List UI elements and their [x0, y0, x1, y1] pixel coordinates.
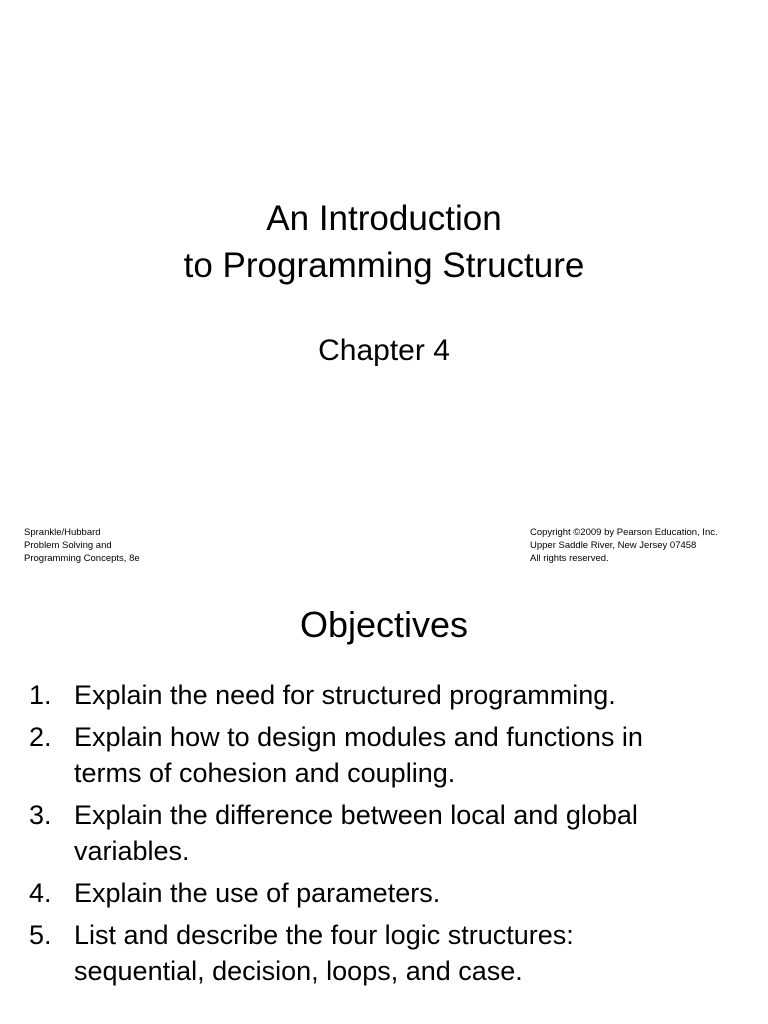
objective-number: 5.: [29, 920, 52, 950]
footer-right-line: Copyright ©2009 by Pearson Education, Inc.: [530, 527, 718, 538]
objective-number: 4.: [29, 878, 52, 908]
objective-text-line: Explain the need for structured programming.: [74, 680, 616, 710]
footer-book-credit: [24, 526, 140, 565]
objectives-slide: [0, 576, 768, 1024]
objective-number: 2.: [29, 722, 52, 752]
footer-right-line: All rights reserved.: [530, 553, 609, 564]
objectives-list: [0, 677, 768, 995]
objective-number: 1.: [29, 680, 52, 710]
objective-text-line: Explain the use of parameters.: [74, 878, 441, 908]
objective-text-line: Explain the difference between local and global: [74, 800, 638, 830]
objective-item: [0, 797, 768, 869]
objective-item: [0, 677, 768, 713]
chapter-subtitle: Chapter 4: [318, 334, 450, 367]
objective-text-line: terms of cohesion and coupling.: [74, 758, 456, 788]
objective-text-line: List and describe the four logic structures:: [74, 920, 574, 950]
footer-right-line: Upper Saddle River, New Jersey 07458: [530, 540, 697, 551]
objective-item: [0, 875, 768, 911]
slide-title-line-2: to Programming Structure: [183, 246, 585, 285]
footer-left-line: Problem Solving and: [24, 540, 112, 551]
objective-item: [0, 917, 768, 989]
objective-number: 3.: [29, 800, 52, 830]
objective-text-line: Explain how to design modules and functions in: [74, 722, 643, 752]
objective-text-line: sequential, decision, loops, and case.: [74, 956, 523, 986]
objective-text-line: variables.: [74, 836, 190, 866]
slide-title-line-1: An Introduction: [266, 199, 502, 238]
objective-item: [0, 719, 768, 791]
footer-copyright: [530, 526, 718, 565]
objectives-title: Objectives: [299, 604, 469, 645]
footer-left-line: Programming Concepts, 8e: [24, 553, 140, 564]
footer-left-line: Sprankle/Hubbard: [24, 527, 101, 538]
